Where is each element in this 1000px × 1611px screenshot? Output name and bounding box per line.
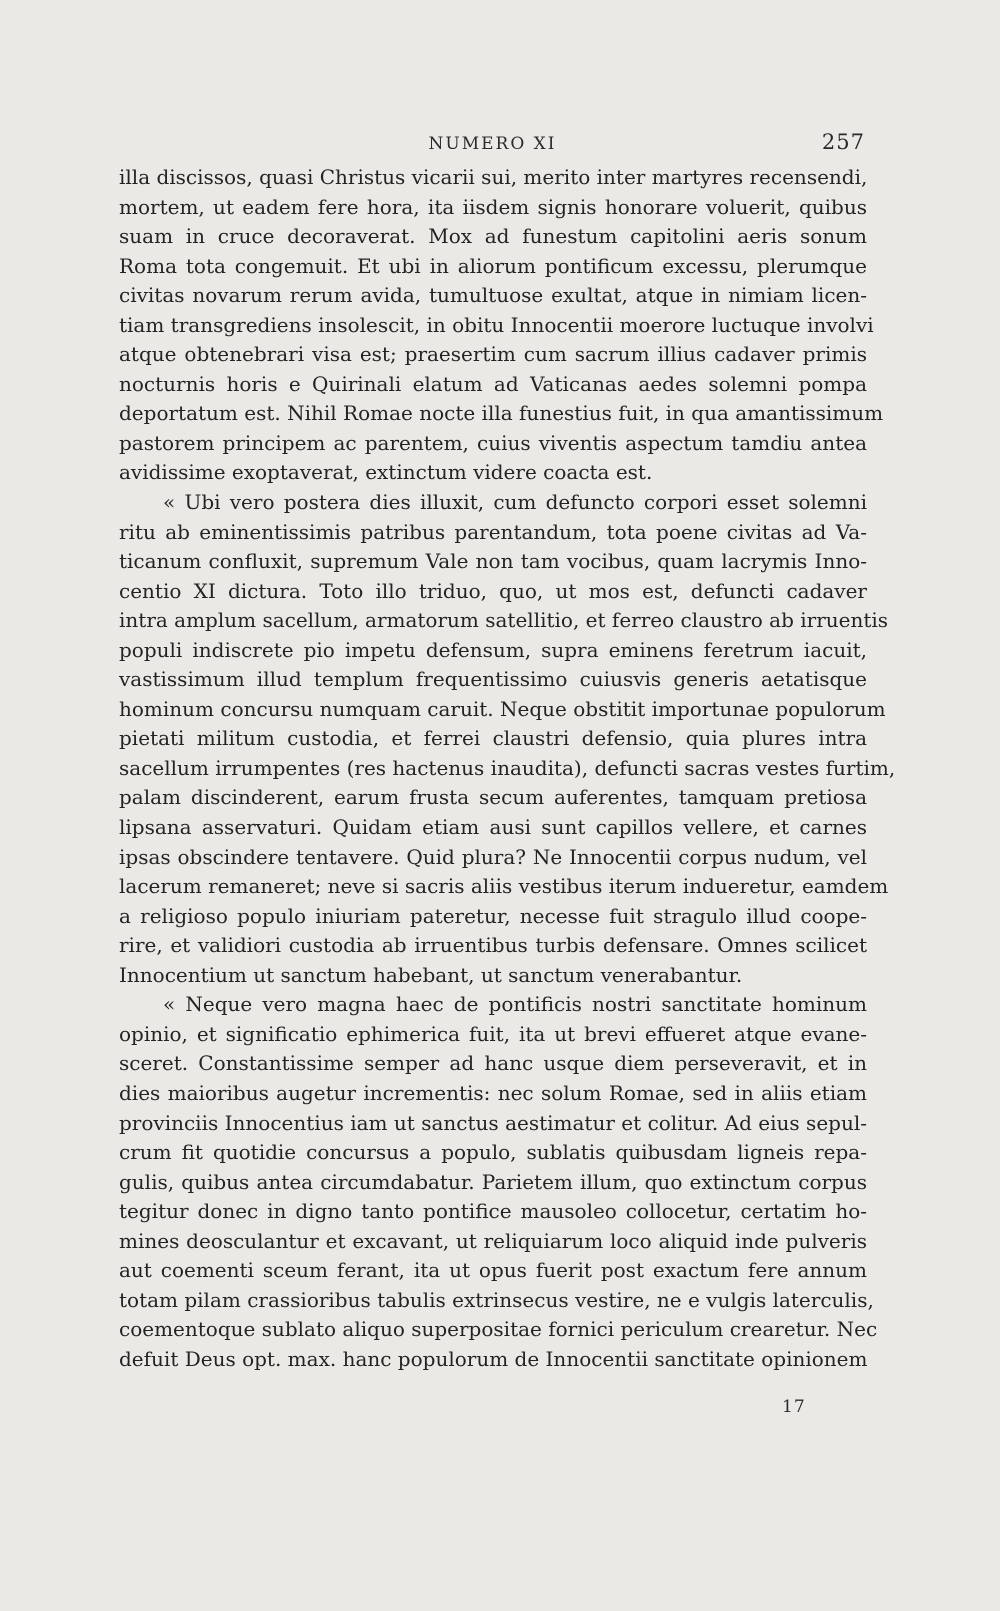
text-line: « Neque vero magna haec de pontificis nostri sanctitate hominum — [163, 992, 867, 1017]
text-line: lipsana asservaturi. Quidam etiam ausi sunt capillos vellere, et carnes — [119, 815, 867, 840]
signature-mark: 17 — [782, 1397, 806, 1417]
text-line: a religioso populo iniuriam pateretur, necesse fuit stragulo illud coope- — [119, 903, 867, 928]
text-line: ipsas obscindere tentavere. Quid plura? Ne Innocentii corpus nudum, vel — [119, 844, 867, 869]
text-line: centio XI dictura. Toto illo triduo, quo, ut mos est, defuncti cadaver — [119, 578, 867, 603]
text-line: atque obtenebrari visa est; praesertim cum sacrum illius cadaver primis — [119, 342, 867, 367]
page-number: 257 — [821, 130, 865, 154]
text-line: palam discinderent, earum frusta secum auferentes, tamquam pretiosa — [119, 785, 867, 810]
text-line: populi indiscrete pio impetu defensum, supra eminens feretrum iacuit, — [119, 637, 867, 662]
text-line: aut coementi sceum ferant, ita ut opus fuerit post exactum fere annum — [119, 1258, 867, 1283]
text-line: avidissime exoptaverat, extinctum videre coacta est. — [119, 460, 653, 485]
text-line: tiam transgrediens insolescit, in obitu Innocentii moerore luctuque involvi — [119, 312, 874, 337]
text-line: hominum concursu numquam caruit. Neque obstitit importunae populorum — [119, 696, 886, 721]
text-line: pietati militum custodia, et ferrei claustri defensio, quia plures intra — [119, 726, 867, 751]
text-body — [119, 163, 896, 1374]
text-line: sacellum irrumpentes (res hactenus inaudita), defuncti sacras vestes furtim, — [119, 755, 896, 780]
text-line: rire, et validiori custodia ab irruentibus turbis defensare. Omnes scilicet — [119, 933, 867, 958]
running-head — [120, 128, 865, 158]
text-line: illa discissos, quasi Christus vicarii sui, merito inter martyres recensendi, — [119, 165, 868, 189]
text-line: suam in cruce decoraverat. Mox ad funestum capitolini aeris sonum — [119, 224, 867, 249]
text-line: vastissimum illud templum frequentissimo cuiusvis generis aetatisque — [119, 667, 867, 692]
text-line: Roma tota congemuit. Et ubi in aliorum pontificum excessu, plerumque — [119, 253, 867, 278]
text-line: crum fit quotidie concursus a populo, sublatis quibusdam ligneis repa- — [119, 1140, 867, 1165]
text-line: lacerum remaneret; neve si sacris aliis vestibus iterum indueretur, eamdem — [119, 874, 889, 899]
text-line: tegitur donec in digno tanto pontifice mausoleo collocetur, certatim ho- — [119, 1199, 867, 1224]
text-line: ritu ab eminentissimis patribus parentandum, tota poene civitas ad Va- — [119, 519, 867, 544]
text-line: coementoque sublato aliquo superpositae fornici periculum crearetur. Nec — [119, 1317, 878, 1342]
text-line: civitas novarum rerum avida, tumultuose exultat, atque in nimiam licen- — [119, 283, 867, 308]
text-line: pastorem principem ac parentem, cuius viventis aspectum tamdiu antea — [119, 430, 867, 455]
text-line: defuit Deus opt. max. hanc populorum de Innocentii sanctitate opinionem — [119, 1346, 868, 1371]
text-line: nocturnis horis e Quirinali elatum ad Vaticanas aedes solemni pompa — [119, 371, 867, 396]
text-line: totam pilam crassioribus tabulis extrinsecus vestire, ne e vulgis laterculis, — [119, 1287, 874, 1312]
text-line: Innocentium ut sanctum habebant, ut sanctum venerabantur. — [119, 962, 743, 987]
text-line: sceret. Constantissime semper ad hanc usque diem perseveravit, et in — [119, 1051, 867, 1076]
text-line: dies maioribus augetur incrementis: nec solum Romae, sed in aliis etiam — [119, 1080, 867, 1105]
text-line: deportatum est. Nihil Romae nocte illa funestius fuit, in qua amantissimum — [119, 401, 884, 426]
text-line: ticanum confluxit, supremum Vale non tam vocibus, quam lacrymis Inno- — [119, 549, 867, 574]
text-line: « Ubi vero postera dies illuxit, cum defuncto corpori esset solemni — [163, 490, 867, 515]
running-title: NUMERO XI — [428, 134, 557, 154]
text-line: mortem, ut eadem fere hora, ita iisdem signis honorare voluerit, quibus — [119, 194, 867, 219]
text-line: opinio, et significatio ephimerica fuit, ita ut brevi effueret atque evane- — [119, 1021, 867, 1046]
text-line: mines deosculantur et excavant, ut reliquiarum loco aliquid inde pulveris — [119, 1228, 867, 1253]
text-line: intra amplum sacellum, armatorum satellitio, et ferreo claustro ab irruentis — [119, 608, 889, 633]
text-line: gulis, quibus antea circumdabatur. Parietem illum, quo extinctum corpus — [119, 1169, 867, 1194]
text-line: provinciis Innocentius iam ut sanctus aestimatur et colitur. Ad eius sepul- — [119, 1110, 867, 1135]
